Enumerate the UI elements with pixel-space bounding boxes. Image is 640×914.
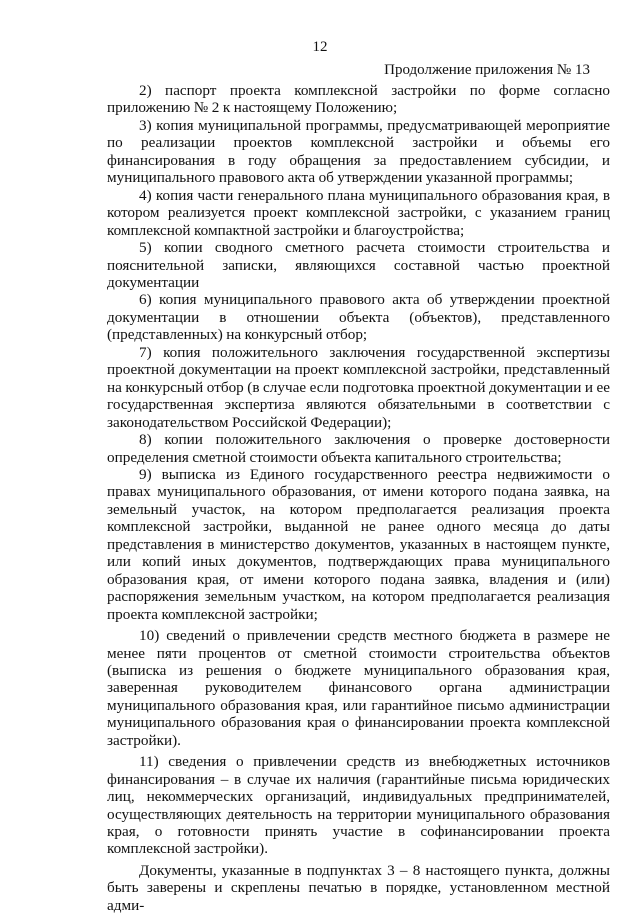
- paragraph-item-7: 7) копия положительного заключения государственной экспертизы проектной документации на проект комплексной застройки, представленный на конкурсный отбор (в случае если подготовка проектной документации и ее государственная экспертиза являются обязательными в соответствии с законодательством Российской Федерации);: [107, 343, 610, 431]
- paragraph-item-10: 10) сведений о привлечении средств местного бюджета в размере не менее пяти процентов от сметной стоимости строительства объектов (выписка из решения о бюджете муниципального образования края, заверенная руководителем финансового органа администрации муниципального образования края, или гарантийное письмо администрации муниципального образования края о финансировании проекта комплексной застройки).: [107, 627, 610, 749]
- paragraph-item-11: 11) сведения о привлечении средств из внебюджетных источников финансирования – в случае их наличия (гарантийные письма юридических лиц, некоммерческих организаций, индивидуальных предпринимателей, осуществляющих деятельность на территории муниципального образования края, о готовности принять участие в софинансировании проекта комплексной застройки).: [107, 753, 610, 858]
- paragraph-item-2: 2) паспорт проекта комплексной застройки по форме согласно приложению № 2 к настоящему Положению;: [107, 82, 610, 117]
- paragraph-item-6: 6) копия муниципального правового акта об утверждении проектной документации в отношении объекта (объектов), представленного (представленных) на конкурсный отбор;: [107, 291, 610, 344]
- paragraph-item-8: 8) копии положительного заключения о проверке достоверности определения сметной стоимости объекта капитального строительства;: [107, 431, 610, 466]
- paragraph-item-5: 5) копии сводного сметного расчета стоимости строительства и пояснительной записки, являющихся составной частью проектной документации: [107, 239, 610, 291]
- paragraph-documents-certification: Документы, указанные в подпунктах 3 – 8 настоящего пункта, должны быть заверены и скреплены печатью в порядке, установленном местной адми-: [107, 861, 610, 914]
- page-number: 12: [312, 39, 328, 55]
- appendix-continuation-note: Продолжение приложения № 13: [384, 62, 590, 78]
- document-body: [107, 82, 610, 914]
- paragraph-item-9: 9) выписка из Единого государственного реестра недвижимости о правах муниципального образования, от имени которого подана заявка, на земельный участок, на котором предполагается реализация проекта комплексной застройки, выданной не ранее одного месяца до даты представления в министерство документов, указанных в настоящем пункте, или копий иных документов, подтверждающих права муниципального образования края, от имени которого подана заявка, владения и (или) распоряжения земельным участком, на котором предполагается реализация проекта комплексной застройки;: [107, 465, 610, 623]
- paragraph-item-3: 3) копия муниципальной программы, предусматривающей мероприятие по реализации проектов комплексной застройки и объемы его финансирования в году обращения за предоставлением субсидии, и муниципального правового акта об утверждении указанной программы;: [107, 116, 610, 187]
- paragraph-item-4: 4) копия части генерального плана муниципального образования края, в котором реализуется проект комплексной застройки, с указанием границ комплексной компактной застройки и благоустройства;: [107, 186, 610, 239]
